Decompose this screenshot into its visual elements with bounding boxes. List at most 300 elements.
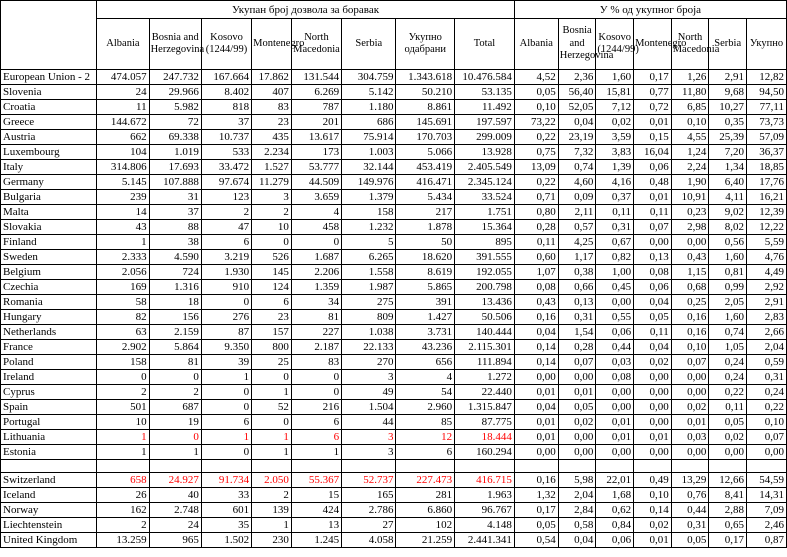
country-name: Portugal: [1, 415, 97, 430]
percent-cell: 0,01: [514, 415, 558, 430]
value-cell: 1: [97, 235, 149, 250]
column-header: Total: [455, 19, 515, 70]
value-cell: 453.419: [396, 160, 455, 175]
country-name: Croatia: [1, 100, 97, 115]
country-name: Belgium: [1, 265, 97, 280]
value-cell: 88: [149, 220, 201, 235]
value-cell: 501: [97, 400, 149, 415]
country-name: Czechia: [1, 280, 97, 295]
value-cell: 170.703: [396, 130, 455, 145]
table-row: [1, 250, 787, 265]
value-cell: 123: [201, 190, 251, 205]
value-cell: 1: [97, 430, 149, 445]
value-cell: 37: [201, 115, 251, 130]
percent-cell: 0,48: [634, 175, 672, 190]
percent-cell: 0,74: [558, 160, 596, 175]
value-cell: 35: [201, 518, 251, 533]
value-cell: 31: [149, 190, 201, 205]
value-cell: 656: [396, 355, 455, 370]
percent-cell: 0,07: [634, 220, 672, 235]
percent-cell: 0,00: [558, 370, 596, 385]
percent-cell: 0,28: [558, 340, 596, 355]
value-cell: 6: [291, 430, 341, 445]
value-cell: 49: [342, 385, 396, 400]
value-cell: 24: [97, 85, 149, 100]
value-cell: 227: [291, 325, 341, 340]
value-cell: 314.806: [97, 160, 149, 175]
percent-cell: 1,60: [596, 70, 634, 85]
percent-cell: 0,15: [634, 130, 672, 145]
percent-cell: 0,87: [747, 533, 787, 548]
country-name: Italy: [1, 160, 97, 175]
percent-cell: 0,09: [558, 190, 596, 205]
value-cell: 4.148: [455, 518, 515, 533]
percent-cell: 0,00: [671, 445, 709, 460]
value-cell: 33.524: [455, 190, 515, 205]
table-row: [1, 473, 787, 488]
value-cell: 34: [291, 295, 341, 310]
percent-cell: 77,11: [747, 100, 787, 115]
value-cell: 270: [342, 355, 396, 370]
value-cell: 33: [201, 488, 251, 503]
value-cell: 281: [396, 488, 455, 503]
value-cell: 33.472: [201, 160, 251, 175]
value-cell: 5.434: [396, 190, 455, 205]
percent-cell: 0,00: [514, 370, 558, 385]
value-cell: 1: [291, 445, 341, 460]
value-cell: 2: [201, 205, 251, 220]
value-cell: 299.009: [455, 130, 515, 145]
value-cell: 416.471: [396, 175, 455, 190]
value-cell: 131.544: [291, 70, 341, 85]
value-cell: 18.620: [396, 250, 455, 265]
empty-cell: [252, 460, 292, 473]
country-name: Lithuania: [1, 430, 97, 445]
percent-cell: 0,23: [671, 205, 709, 220]
value-cell: 39: [201, 355, 251, 370]
percent-cell: 57,09: [747, 130, 787, 145]
percent-cell: 1,34: [709, 160, 747, 175]
value-cell: 69.338: [149, 130, 201, 145]
percent-cell: 1,60: [709, 310, 747, 325]
percent-cell: 0,05: [634, 310, 672, 325]
table-row: [1, 160, 787, 175]
value-cell: 2: [97, 518, 149, 533]
percent-cell: 0,05: [558, 400, 596, 415]
percent-cell: 7,20: [709, 145, 747, 160]
percent-cell: 0,00: [671, 235, 709, 250]
value-cell: 158: [342, 205, 396, 220]
value-cell: 5.864: [149, 340, 201, 355]
percent-cell: 0,04: [558, 533, 596, 548]
value-cell: 17.693: [149, 160, 201, 175]
value-cell: 6: [291, 415, 341, 430]
value-cell: 2.050: [252, 473, 292, 488]
value-cell: 201: [291, 115, 341, 130]
value-cell: 43: [97, 220, 149, 235]
percent-cell: 0,00: [747, 445, 787, 460]
percent-cell: 2,84: [558, 503, 596, 518]
value-cell: 10: [97, 415, 149, 430]
percent-cell: 0,24: [709, 355, 747, 370]
value-cell: 53.135: [455, 85, 515, 100]
value-cell: 149.976: [342, 175, 396, 190]
percent-cell: 2,91: [747, 295, 787, 310]
percent-cell: 0,07: [747, 430, 787, 445]
value-cell: 4: [396, 370, 455, 385]
value-cell: 162: [97, 503, 149, 518]
empty-cell: [149, 460, 201, 473]
value-cell: 2: [149, 385, 201, 400]
percent-cell: 9,02: [709, 205, 747, 220]
percent-cell: 0,31: [558, 310, 596, 325]
percent-cell: 1,60: [709, 250, 747, 265]
percent-cell: 0,55: [596, 310, 634, 325]
table-row: [1, 70, 787, 85]
country-name: Slovakia: [1, 220, 97, 235]
percent-cell: 0,01: [596, 415, 634, 430]
empty-cell: [558, 460, 596, 473]
percent-cell: 0,75: [514, 145, 558, 160]
percent-cell: 0,31: [596, 220, 634, 235]
percent-cell: 0,74: [709, 325, 747, 340]
percent-cell: 1,39: [596, 160, 634, 175]
value-cell: 687: [149, 400, 201, 415]
value-cell: 1.878: [396, 220, 455, 235]
percent-cell: 0,00: [671, 370, 709, 385]
value-cell: 0: [252, 370, 292, 385]
percent-cell: 0,17: [709, 533, 747, 548]
percent-cell: 0,00: [634, 400, 672, 415]
percent-cell: 0,67: [596, 235, 634, 250]
percent-cell: 36,37: [747, 145, 787, 160]
value-cell: 2.159: [149, 325, 201, 340]
percent-cell: 2,46: [747, 518, 787, 533]
percent-cell: 0,07: [558, 355, 596, 370]
column-header: North Macedonia: [671, 19, 709, 70]
value-cell: 2.405.549: [455, 160, 515, 175]
value-cell: 165: [342, 488, 396, 503]
value-cell: 44: [342, 415, 396, 430]
value-cell: 22.440: [455, 385, 515, 400]
percent-cell: 0,04: [514, 325, 558, 340]
value-cell: 15.364: [455, 220, 515, 235]
percent-cell: 0,44: [596, 340, 634, 355]
country-name: Iceland: [1, 488, 97, 503]
percent-cell: 0,00: [671, 385, 709, 400]
table-row: [1, 265, 787, 280]
percent-cell: 0,01: [634, 115, 672, 130]
percent-cell: 0,16: [671, 310, 709, 325]
table-row: [1, 100, 787, 115]
value-cell: 1.245: [291, 533, 341, 548]
value-cell: 169: [97, 280, 149, 295]
table-row: [1, 190, 787, 205]
value-cell: 6: [201, 415, 251, 430]
percent-cell: 1,17: [558, 250, 596, 265]
percent-cell: 0,08: [514, 280, 558, 295]
value-cell: 658: [97, 473, 149, 488]
value-cell: 227.473: [396, 473, 455, 488]
value-cell: 3: [342, 430, 396, 445]
value-cell: 724: [149, 265, 201, 280]
percent-cell: 23,19: [558, 130, 596, 145]
value-cell: 275: [342, 295, 396, 310]
empty-cell: [201, 460, 251, 473]
percent-cell: 0,54: [514, 533, 558, 548]
table-row: [1, 488, 787, 503]
value-cell: 19: [149, 415, 201, 430]
value-cell: 1: [252, 445, 292, 460]
percent-cell: 0,02: [634, 518, 672, 533]
percent-cell: 0,71: [514, 190, 558, 205]
percent-cell: 0,05: [709, 415, 747, 430]
value-cell: 601: [201, 503, 251, 518]
value-cell: 4.058: [342, 533, 396, 548]
value-cell: 9.350: [201, 340, 251, 355]
value-cell: 1.019: [149, 145, 201, 160]
value-cell: 139: [252, 503, 292, 518]
value-cell: 391: [396, 295, 455, 310]
percent-cell: 0,01: [634, 190, 672, 205]
percent-cell: 0,05: [514, 85, 558, 100]
value-cell: 81: [291, 310, 341, 325]
percent-cell: 2,36: [558, 70, 596, 85]
value-cell: 156: [149, 310, 201, 325]
percent-cell: 0,99: [709, 280, 747, 295]
percent-cell: 22,01: [596, 473, 634, 488]
percent-cell: 14,31: [747, 488, 787, 503]
value-cell: 111.894: [455, 355, 515, 370]
value-cell: 474.057: [97, 70, 149, 85]
value-cell: 809: [342, 310, 396, 325]
value-cell: 15: [291, 488, 341, 503]
empty-cell: [97, 460, 149, 473]
percent-cell: 0,00: [596, 385, 634, 400]
country-name: Bulgaria: [1, 190, 97, 205]
percent-cell: 0,11: [634, 325, 672, 340]
value-cell: 6.269: [291, 85, 341, 100]
value-cell: 416.715: [455, 473, 515, 488]
value-cell: 53.777: [291, 160, 341, 175]
percent-cell: 0,00: [634, 385, 672, 400]
percent-cell: 0,02: [671, 400, 709, 415]
column-header: Serbia: [709, 19, 747, 70]
percent-cell: 0,06: [634, 160, 672, 175]
percent-cell: 2,04: [558, 488, 596, 503]
percent-cell: 0,35: [709, 115, 747, 130]
value-cell: 2.902: [97, 340, 149, 355]
value-cell: 104: [97, 145, 149, 160]
value-cell: 158: [97, 355, 149, 370]
country-name: Germany: [1, 175, 97, 190]
value-cell: 0: [291, 385, 341, 400]
value-cell: 87: [201, 325, 251, 340]
percent-cell: 7,12: [596, 100, 634, 115]
value-cell: 50.210: [396, 85, 455, 100]
value-cell: 2.056: [97, 265, 149, 280]
value-cell: 0: [201, 400, 251, 415]
percent-cell: 0,07: [671, 355, 709, 370]
percent-cell: 10,91: [671, 190, 709, 205]
value-cell: 435: [252, 130, 292, 145]
value-cell: 458: [291, 220, 341, 235]
value-cell: 1.316: [149, 280, 201, 295]
percent-cell: 1,68: [596, 488, 634, 503]
value-cell: 40: [149, 488, 201, 503]
table-row: [1, 205, 787, 220]
value-cell: 247.732: [149, 70, 201, 85]
percent-cell: 0,00: [709, 445, 747, 460]
value-cell: 2.333: [97, 250, 149, 265]
value-cell: 102: [396, 518, 455, 533]
percent-cell: 2,11: [558, 205, 596, 220]
value-cell: 5.145: [97, 175, 149, 190]
percent-cell: 0,80: [514, 205, 558, 220]
value-cell: 1.558: [342, 265, 396, 280]
percent-cell: 9,68: [709, 85, 747, 100]
percent-cell: 0,06: [596, 533, 634, 548]
percent-cell: 0,81: [709, 265, 747, 280]
value-cell: 6: [396, 445, 455, 460]
value-cell: 10: [252, 220, 292, 235]
percent-cell: 16,21: [747, 190, 787, 205]
column-header: Albania: [97, 19, 149, 70]
value-cell: 8.861: [396, 100, 455, 115]
value-cell: 192.055: [455, 265, 515, 280]
value-cell: 1.751: [455, 205, 515, 220]
percent-cell: 0,01: [596, 430, 634, 445]
value-cell: 145: [252, 265, 292, 280]
percent-cell: 8,41: [709, 488, 747, 503]
percent-cell: 0,01: [514, 430, 558, 445]
table-row: [1, 503, 787, 518]
percent-cell: 0,01: [634, 430, 672, 445]
country-name: Malta: [1, 205, 97, 220]
value-cell: 4.590: [149, 250, 201, 265]
percent-cell: 0,22: [514, 130, 558, 145]
percent-cell: 0,10: [671, 115, 709, 130]
value-cell: 216: [291, 400, 341, 415]
percent-cell: 12,82: [747, 70, 787, 85]
value-cell: 1: [97, 445, 149, 460]
header-row-columns: [1, 19, 787, 70]
value-cell: 160.294: [455, 445, 515, 460]
value-cell: 1.379: [342, 190, 396, 205]
value-cell: 83: [252, 100, 292, 115]
percent-cell: 12,22: [747, 220, 787, 235]
percent-cell: 2,91: [709, 70, 747, 85]
country-name: Liechtenstein: [1, 518, 97, 533]
value-cell: 10.737: [201, 130, 251, 145]
table-row: [1, 325, 787, 340]
value-cell: 2: [252, 205, 292, 220]
value-cell: 96.767: [455, 503, 515, 518]
value-cell: 2.115.301: [455, 340, 515, 355]
country-name: Finland: [1, 235, 97, 250]
value-cell: 2: [252, 488, 292, 503]
percent-cell: 0,01: [671, 415, 709, 430]
value-cell: 3.659: [291, 190, 341, 205]
percent-cell: 4,16: [596, 175, 634, 190]
percent-cell: 0,10: [634, 488, 672, 503]
table-row: [1, 533, 787, 548]
group-header-absolute: Укупан број дозвола за боравак: [97, 1, 515, 19]
country-name: Norway: [1, 503, 97, 518]
value-cell: 10.476.584: [455, 70, 515, 85]
percent-cell: 16,04: [634, 145, 672, 160]
value-cell: 5.865: [396, 280, 455, 295]
value-cell: 1.343.618: [396, 70, 455, 85]
column-header: Bosnia and Herzegovina: [149, 19, 201, 70]
percent-cell: 0,04: [634, 295, 672, 310]
value-cell: 23: [252, 115, 292, 130]
value-cell: 1.502: [201, 533, 251, 548]
value-cell: 662: [97, 130, 149, 145]
value-cell: 1.180: [342, 100, 396, 115]
percent-cell: 3,83: [596, 145, 634, 160]
value-cell: 24: [149, 518, 201, 533]
country-name: European Union - 2: [1, 70, 97, 85]
percent-cell: 0,22: [709, 385, 747, 400]
value-cell: 52: [252, 400, 292, 415]
column-header: North Macedonia: [291, 19, 341, 70]
value-cell: 0: [252, 415, 292, 430]
value-cell: 44.509: [291, 175, 341, 190]
value-cell: 13.259: [97, 533, 149, 548]
value-cell: 1: [252, 430, 292, 445]
percent-cell: 0,65: [709, 518, 747, 533]
value-cell: 1.427: [396, 310, 455, 325]
value-cell: 1.930: [201, 265, 251, 280]
empty-cell: [342, 460, 396, 473]
value-cell: 50.506: [455, 310, 515, 325]
column-header: Serbia: [342, 19, 396, 70]
table-row: [1, 518, 787, 533]
value-cell: 13: [291, 518, 341, 533]
value-cell: 787: [291, 100, 341, 115]
percent-cell: 0,00: [596, 295, 634, 310]
value-cell: 1.359: [291, 280, 341, 295]
percent-cell: 4,25: [558, 235, 596, 250]
percent-cell: 0,08: [634, 265, 672, 280]
percent-cell: 0,84: [596, 518, 634, 533]
percent-cell: 0,31: [671, 518, 709, 533]
value-cell: 230: [252, 533, 292, 548]
percent-cell: 0,13: [634, 250, 672, 265]
percent-cell: 0,62: [596, 503, 634, 518]
value-cell: 12: [396, 430, 455, 445]
value-cell: 2.206: [291, 265, 341, 280]
percent-cell: 7,09: [747, 503, 787, 518]
percent-cell: 0,05: [671, 533, 709, 548]
value-cell: 29.966: [149, 85, 201, 100]
value-cell: 157: [252, 325, 292, 340]
percent-cell: 56,40: [558, 85, 596, 100]
percent-cell: 13,09: [514, 160, 558, 175]
table-row: [1, 400, 787, 415]
table-row: [1, 130, 787, 145]
value-cell: 21.259: [396, 533, 455, 548]
percent-cell: 1,54: [558, 325, 596, 340]
percent-cell: 0,01: [634, 533, 672, 548]
percent-cell: 0,28: [514, 220, 558, 235]
value-cell: 173: [291, 145, 341, 160]
percent-cell: 0,02: [709, 430, 747, 445]
percent-cell: 0,11: [514, 235, 558, 250]
empty-cell: [291, 460, 341, 473]
country-name: Greece: [1, 115, 97, 130]
